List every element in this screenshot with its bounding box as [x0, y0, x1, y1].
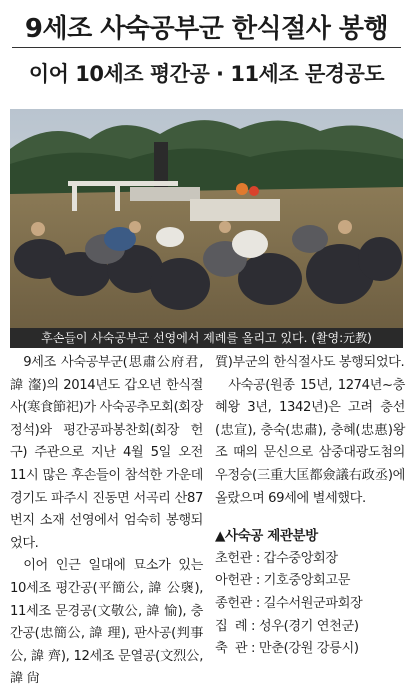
article-paragraph: 質)부군의 한식절사도 봉행되었다.: [215, 355, 405, 370]
headline-divider: [12, 47, 401, 48]
officiant-role: 종헌관: [215, 595, 253, 611]
article-body-left: [10, 352, 203, 691]
article-paragraph: 사숙공(원종 15년, 1274년~충혜왕 3년, 1342년)은 고려 충선(忠宣), 충숙(忠肅), 충혜(忠惠)왕조 때의 문신으로 삼중대광도첨의우정승(三重大匡都僉議右政丞)에 올랐으며 69세에 별세했다.: [215, 377, 405, 506]
officiant-role: 아헌관: [215, 573, 253, 589]
officiant-role: 집 례: [215, 618, 248, 634]
officiants-list: [215, 548, 405, 661]
officiant-name: 성우(경기 연천군): [258, 618, 359, 634]
officiant-name: 기호중앙회고문: [263, 573, 351, 589]
article-body-right: [215, 352, 405, 661]
article-paragraph: 9세조 사숙공부군(思肅公府君, 諱 瀣)의 2014년도 갑오년 한식절사(寒食節祀)가 사숙공추모회(회장 정석)와 평간공파봉찬회(회장 헌구) 주관으로 지난 4월 5일 오전 11시 많은 후손들이 참석한 가운데 경기도 파주시 진동면 서곡리 산87번지 소재 선영에서 엄숙히 봉행되었다.: [10, 355, 203, 551]
subheadline: 이어 10세조 평간공 · 11세조 문경공도: [28, 62, 385, 86]
officiant-row: 아헌관 : 기호중앙회고문: [215, 573, 351, 589]
article-paragraph: 이어 인근 일대에 묘소가 있는 10세조 평간공(平簡公, 諱 公襃), 11세조 문경공(文敬公, 諱 愉), 충간공(忠簡公, 諱 理), 판사공(判事公, 諱 齊), 12세조 문열공(文烈公, 諱 尙: [10, 558, 203, 687]
officiant-name: 갑수중앙회장: [263, 550, 338, 566]
headline: 9세조 사숙공부군 한식절사 봉행: [24, 14, 389, 44]
officiants-title: ▲사숙공 제관분방: [215, 528, 318, 545]
officiant-row: 축 관 : 만춘(강원 강릉시): [215, 641, 359, 657]
ceremony-photo: [10, 109, 403, 328]
officiant-role: 초헌관: [215, 550, 253, 566]
photo-caption: 후손들이 사숙공부군 선영에서 제례를 올리고 있다. (촬영:元教): [10, 328, 403, 348]
officiant-row: 초헌관 : 갑수중앙회장: [215, 550, 338, 566]
officiant-role: 축 관: [215, 641, 248, 657]
officiant-row: 집 례 : 성우(경기 연천군): [215, 618, 359, 634]
officiant-row: 종헌관 : 길수서원군파회장: [215, 595, 363, 611]
officiant-name: 만춘(강원 강릉시): [258, 641, 359, 657]
officiant-name: 길수서원군파회장: [263, 595, 363, 611]
